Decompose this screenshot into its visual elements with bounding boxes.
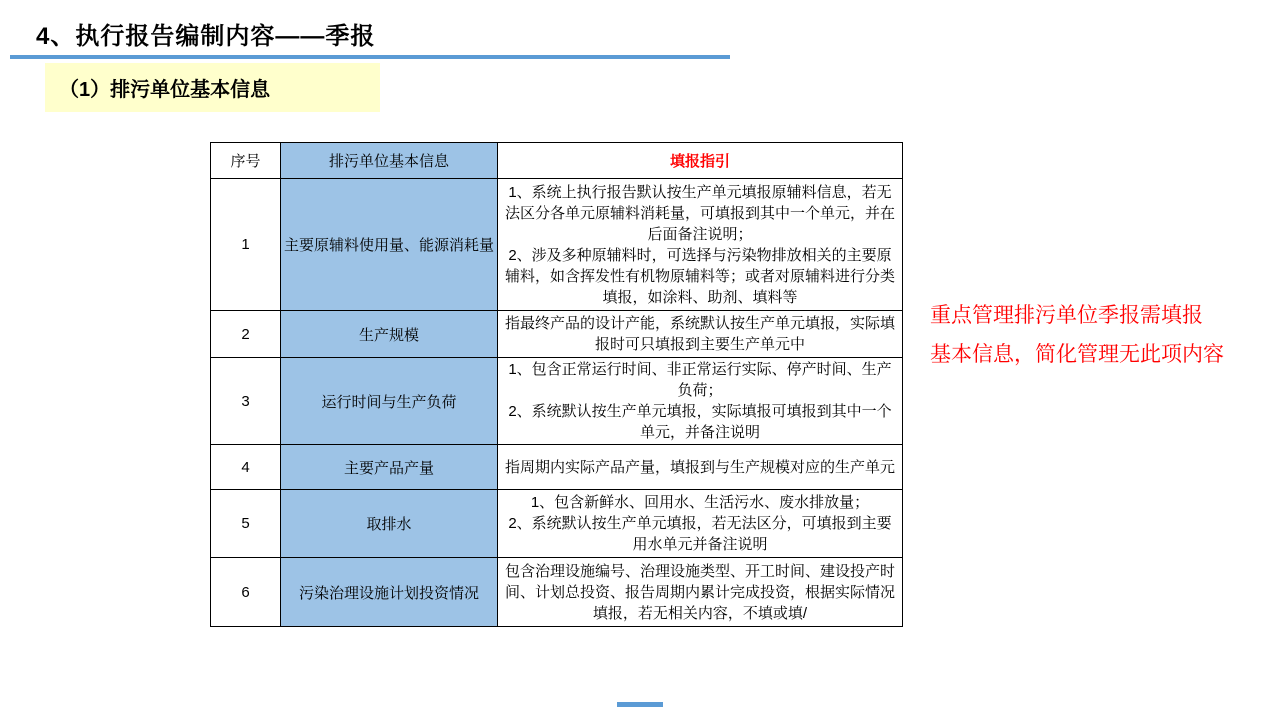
- guide-paragraph: 1、包含新鲜水、回用水、生活污水、废水排放量；: [530, 494, 870, 511]
- row-number: 1: [211, 179, 281, 311]
- table-header-row: [211, 143, 903, 179]
- row-number: 5: [211, 490, 281, 558]
- row-guide-cell: [498, 445, 903, 490]
- table-row: [211, 179, 903, 311]
- row-guide-cell: [498, 311, 903, 358]
- guide-paragraph: 2、系统默认按生产单元填报，若无法区分，可填报到主要用水单元并备注说明: [508, 515, 892, 553]
- table-row: [211, 311, 903, 358]
- row-guide-cell: [498, 558, 903, 627]
- row-guide-cell: [498, 490, 903, 558]
- page-title: 4、执行报告编制内容——季报: [36, 23, 376, 50]
- column-header-guide: 填报指引: [498, 143, 903, 179]
- row-item-label: 运行时间与生产负荷: [281, 358, 498, 445]
- row-item-label: 主要原辅料使用量、能源消耗量: [281, 179, 498, 311]
- section-label-text: （1）排污单位基本信息: [59, 79, 271, 101]
- guide-paragraph: 指最终产品的设计产能，系统默认按生产单元填报，实际填报时可只填报到主要生产单元中: [504, 315, 895, 353]
- row-item-label: 主要产品产量: [281, 445, 498, 490]
- guide-paragraph: 2、系统默认按生产单元填报，实际填报可填报到其中一个单元，并备注说明: [508, 403, 892, 441]
- table-row: [211, 558, 903, 627]
- section-label: [45, 63, 380, 112]
- guide-paragraph: 1、系统上执行报告默认按生产单元填报原辅料信息，若无法区分各单元原辅料消耗量，可填报到其中一个单元，并在后面备注说明；: [504, 183, 895, 243]
- row-item-label: 取排水: [281, 490, 498, 558]
- info-table-container: [210, 142, 903, 627]
- table-row: [211, 358, 903, 445]
- table-row: [211, 445, 903, 490]
- row-number: 6: [211, 558, 281, 627]
- guide-paragraph: 指周期内实际产品产量，填报到与生产规模对应的生产单元: [504, 458, 895, 476]
- row-number: 2: [211, 311, 281, 358]
- side-note-line-1: 重点管理排污单位季报需填报: [930, 304, 1203, 327]
- column-header-number: 序号: [211, 143, 281, 179]
- row-item-label: 生产规模: [281, 311, 498, 358]
- info-table: [210, 142, 903, 627]
- guide-paragraph: 1、包含正常运行时间、非正常运行实际、停产时间、生产负荷；: [508, 361, 892, 399]
- column-header-basic-info: 排污单位基本信息: [281, 143, 498, 179]
- row-guide-cell: [498, 179, 903, 311]
- row-number: 4: [211, 445, 281, 490]
- guide-paragraph: 包含治理设施编号、治理设施类型、开工时间、建设投产时间、计划总投资、报告周期内累计完成投资，根据实际情况填报，若无相关内容，不填或填/: [504, 562, 895, 622]
- row-item-label: 污染治理设施计划投资情况: [281, 558, 498, 627]
- table-row: [211, 490, 903, 558]
- row-guide-cell: [498, 358, 903, 445]
- title-underline: [10, 55, 730, 59]
- footer-accent-line: [617, 702, 663, 707]
- guide-paragraph: 2、涉及多种原辅料时，可选择与污染物排放相关的主要原辅料，如含挥发性有机物原辅料等；或者对原辅料进行分类填报，如涂料、助剂、填料等: [504, 246, 895, 306]
- table-body: [211, 179, 903, 627]
- side-note-line-2: 基本信息，简化管理无此项内容: [930, 343, 1224, 366]
- row-number: 3: [211, 358, 281, 445]
- side-note: [930, 296, 1224, 374]
